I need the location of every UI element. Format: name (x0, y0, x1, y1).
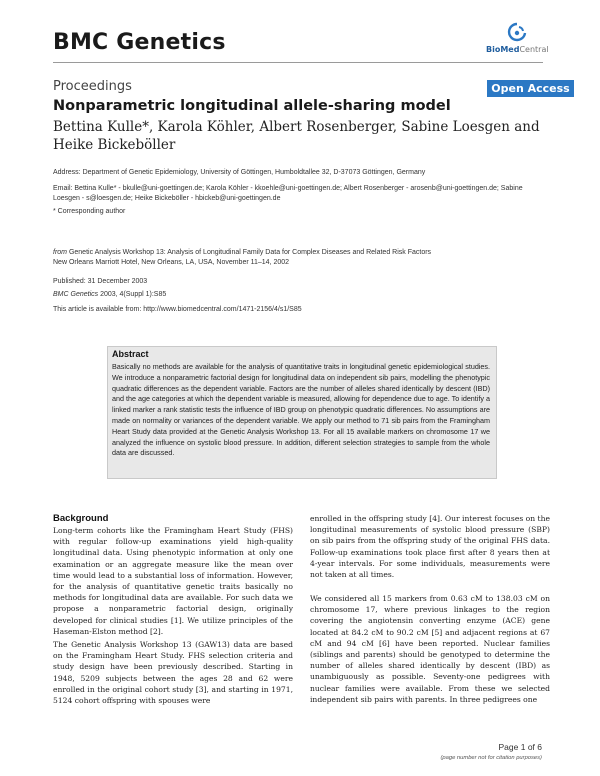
workshop-title: Genetic Analysis Workshop 13: Analysis of Longitudinal Family Data for Complex Diseases and Related Risk Factors (68, 249, 432, 256)
body-paragraph: Long-term cohorts like the Framingham Heart Study (FHS) with regular follow-up examinations yield high-quality longitudinal data. Using phenotypic information at only one examination or an aggregate measure like the mean over time would lead to a substantial loss of information. However, for the analysis of quantitative genetic traits basically no methods for longitudinal data are available. For such data we propose a nonparametric factorial design, originally developed for clinical studies [1]. We utilize principles of the Haseman-Elston method [2]. (53, 526, 293, 636)
from-label: from (53, 249, 67, 256)
author-address: Address: Department of Genetic Epidemiology, University of Göttingen, Humboldtallee 32, D-37073 Göttingen, Germany (53, 169, 426, 176)
abstract-text: Basically no methods are available for the analysis of quantitative traits in longitudinal genetic epidemiological studies. We introduce a nonparametric factorial design for longitudinal data on independent sib pairs, modelling the phenotypic quadratic differences as the dependent variable. Factors are the number of alleles shared identically by descent (IBD) and the age categories at which the dependent variable is measured, allowing for dependence due to age. To identify a linked marker a rank statistic tests the influence of IBD group on phenotypic quadratic differences. No assumptions are made on normality or variances of the dependent variable. We apply our method to 71 sib pairs from the Framingham Heart Study data provided at the Genetic Analysis Workshop 13. For all 15 available markers on chromosome 17 we analyzed the influence on systolic blood pressure. In addition, different selection strategies to sample from the whole data are discussed. (112, 362, 490, 458)
citation: BMC Genetics 2003, 4(Suppl 1):S85 (53, 291, 167, 298)
author-list: Bettina Kulle*, Karola Köhler, Albert Rosenberger, Sabine Loesgen and Heike Bickeböller (53, 119, 540, 153)
workshop-venue: New Orleans Marriott Hotel, New Orleans, LA, USA, November 11–14, 2002 (53, 258, 290, 266)
article-url[interactable]: This article is available from: http://www.biomedcentral.com/1471-2156/4/s1/S85 (53, 306, 302, 313)
biomed-logo-icon (506, 22, 528, 42)
page-number-note: (page number not for citation purposes) (440, 755, 542, 761)
body-paragraph: We considered all 15 markers from 0.63 cM to 138.03 cM on chromosome 17, where previous linkages to the region covering the angiotensin converting enzyme (ACE) gene located at 84.2 cM to 90.2 cM [5] and adjacent regions at 67 cM and 94 cM [6] have been reported. Nuclear families (siblings and parents) should be genotyped to determine the number of alleles shared identically by descent (IBD) as unambiguously as possible. Seventy-one pedigrees with nuclear families were available. From these we selected independent sib pairs with parents. In three pedigrees one (310, 594, 550, 704)
published-date: Published: 31 December 2003 (53, 278, 148, 285)
abstract-heading: Abstract (112, 349, 149, 359)
section-label: Proceedings (53, 79, 132, 94)
journal-title: BMC Genetics (53, 30, 226, 55)
publisher-logo (486, 22, 550, 58)
header-divider (53, 62, 543, 63)
corresponding-note: * Corresponding author (53, 208, 126, 215)
body-paragraph: enrolled in the offspring study [4]. Our interest focuses on the longitudinal measurements of systolic blood pressure (SBP) on sib pairs from the offspring study of the original FHS data. Follow-up examinations took place first after 8 years then at 4-year intervals. For some individuals, measurements were not taken at all times. (310, 514, 550, 580)
background-heading: Background (53, 513, 109, 524)
publisher-name: BioMedCentral (486, 45, 549, 54)
article-title: Nonparametric longitudinal allele-sharing model (53, 98, 451, 114)
author-emails: Email: Bettina Kulle* - bkulle@uni-goettingen.de; Karola Köhler - kkoehle@uni-goettingen.de; Albert Rosenberger - arosenb@uni-goettingen.de; Sabine Loesgen - s@loesgen.de; Heike Bickeböller - hbickeb@uni-goettingen.de (53, 185, 523, 202)
workshop-source (53, 248, 543, 267)
body-paragraph: The Genetic Analysis Workshop 13 (GAW13) data are based on the Framingham Heart Study. FHS selection criteria and study design have been previously described. Starting in 1948, 5209 subjects between the ages 28 and 62 were enrolled in the original cohort study [3], and starting in 1971, 5124 cohort offspring with spouses were (53, 640, 293, 706)
open-access-badge: Open Access (487, 80, 574, 97)
page-number: Page 1 of 6 (498, 742, 542, 752)
